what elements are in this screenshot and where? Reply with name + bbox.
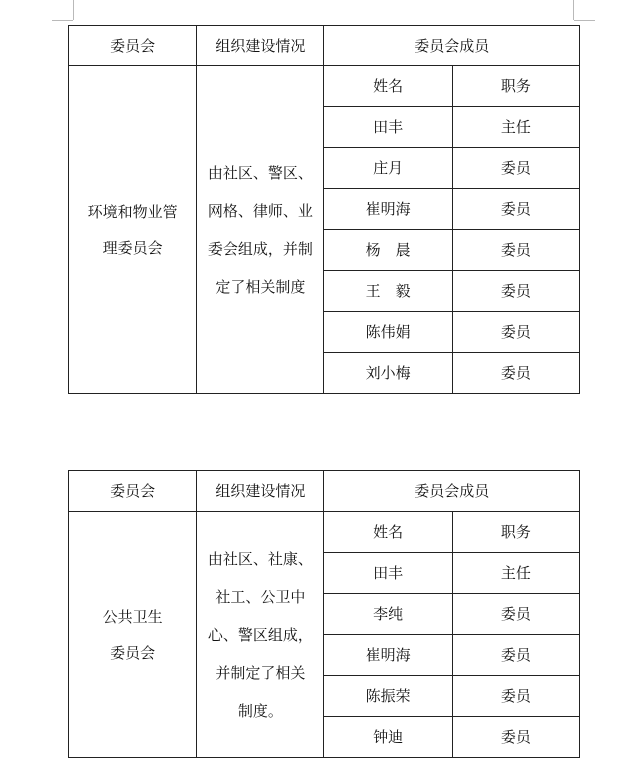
member-name: 田丰 [324,553,452,594]
member-position: 委员 [452,635,579,676]
member-position: 委员 [452,271,579,312]
committee-table-public-health [68,470,580,758]
organization-line: 社工、公卫中 [215,587,306,606]
subheader-row [69,66,580,107]
member-position: 委员 [452,717,579,758]
subheader-position: 职务 [452,66,579,107]
member-position: 主任 [452,553,579,594]
member-position: 委员 [452,676,579,717]
header-organization: 组织建设情况 [197,471,324,512]
committee-name-line: 理委员会 [102,238,163,257]
member-name: 崔明海 [324,189,452,230]
member-name: 庄月 [324,148,452,189]
member-name: 李纯 [324,594,452,635]
member-name: 王 毅 [324,271,452,312]
member-name: 陈振荣 [324,676,452,717]
member-position: 委员 [452,353,579,394]
committee-name-line: 委员会 [110,643,156,662]
member-position: 委员 [452,230,579,271]
member-name: 陈伟娟 [324,312,452,353]
header-members: 委员会成员 [324,26,580,66]
margin-mark-right-vertical [573,0,574,20]
organization-line: 委会组成，并制 [207,239,313,258]
margin-mark-left-horizontal [52,20,73,21]
subheader-name: 姓名 [324,512,452,553]
header-organization: 组织建设情况 [197,26,324,66]
committee-name-line: 环境和物业管 [87,202,178,221]
member-position: 委员 [452,594,579,635]
organization-line: 心、警区组成， [207,625,313,644]
organization-line: 制度。 [237,701,283,720]
member-name: 钟迪 [324,717,452,758]
committee-name-cell [69,66,197,394]
organization-line: 并制定了相关 [215,663,306,682]
organization-line: 网格、律师、业 [207,201,313,220]
committee-name-cell [69,512,197,758]
header-committee: 委员会 [69,471,197,512]
subheader-row [69,512,580,553]
committee-name-line: 公共卫生 [102,607,163,626]
organization-line: 定了相关制度 [215,277,306,296]
member-position: 委员 [452,148,579,189]
organization-line: 由社区、社康、 [207,549,313,568]
margin-mark-right-horizontal [574,20,595,21]
header-row [69,471,580,512]
committee-table-environment [68,25,580,394]
organization-cell [197,66,324,394]
subheader-position: 职务 [452,512,579,553]
member-position: 委员 [452,312,579,353]
member-name: 田丰 [324,107,452,148]
subheader-name: 姓名 [324,66,452,107]
header-members: 委员会成员 [324,471,580,512]
margin-mark-left-vertical [73,0,74,20]
header-row [69,26,580,66]
member-position: 主任 [452,107,579,148]
member-name: 崔明海 [324,635,452,676]
member-position: 委员 [452,189,579,230]
organization-line: 由社区、警区、 [207,163,313,182]
header-committee: 委员会 [69,26,197,66]
organization-cell [197,512,324,758]
member-name: 刘小梅 [324,353,452,394]
member-name: 杨 晨 [324,230,452,271]
